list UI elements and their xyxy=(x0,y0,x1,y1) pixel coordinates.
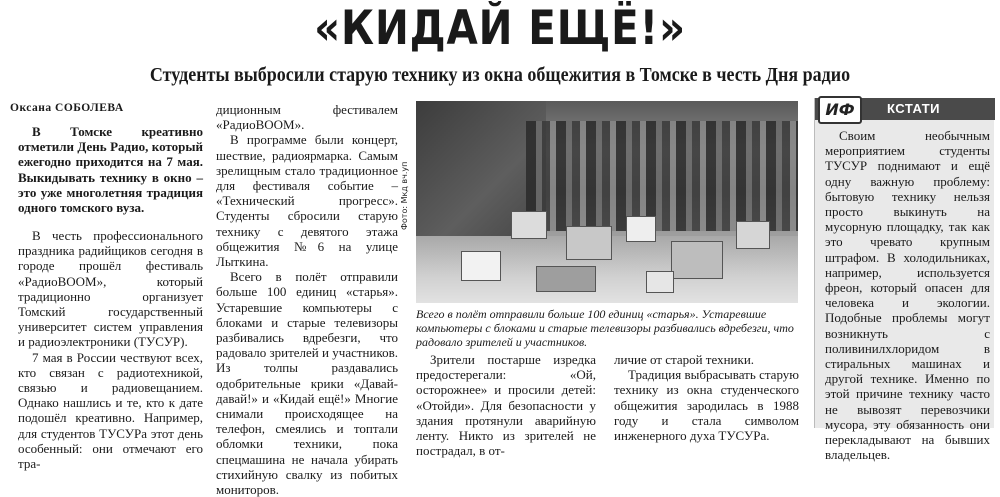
article-column-2 xyxy=(216,102,398,497)
paragraph: диционным фестивалем «РадиоBOOM». xyxy=(216,102,398,133)
subheadline: Студенты выбросили старую технику из окна общежития в Томске в честь Дня радио xyxy=(149,64,851,86)
paragraph: В программе были концерт, шествие, радиоярмарка. Самым зрелищным стало традиционное для фестиваля событие – «Технический прогресс». Студенты сбросили старую технику с девятого этажа общежития №6 на улице Лыткина. xyxy=(216,132,398,270)
paragraph: Всего в полёт отправили больше 100 единиц «старья». Устаревшие компьютеры с блоками и старые телевизоры разбивались вдребезги, что радовало зрителей и участников. Из толпы раздавались одобрительные крики «Давай-давай!» и «Кидай ещё!» Многие снимали происходящее на телефон, смеялись и топтали обломки техники, пока спецмашина не начала убирать стихийную свалку из побитых мониторов. xyxy=(216,269,398,497)
photo-debris xyxy=(671,241,723,279)
article-column-1 xyxy=(18,228,203,471)
photo-caption: Всего в полёт отправили больше 100 единиц «старья». Устаревшие компьютеры с блоками и старые телевизоры разбивались вдребезги, что радовало зрителей и участников. xyxy=(416,307,794,349)
photo-debris xyxy=(646,271,674,293)
photo-debris xyxy=(626,216,656,242)
sidebar-title: КСТАТИ xyxy=(815,98,995,120)
photo-debris xyxy=(536,266,596,292)
paragraph: В честь профессионального праздника радийщиков сегодня в городе прошёл фестиваль «РадиоBOOM», который традиционно организует Томский государственный университет систем управления и радиоэлектроники (ТУСУР). xyxy=(18,228,203,350)
photo-debris xyxy=(566,226,612,260)
paragraph: личие от старой техники. xyxy=(614,352,755,367)
sidebar-text: Своим необычным мероприятием студенты ТУСУР поднимают и ещё одну важную проблему: бытовую технику нельзя просто выкинуть на мусорную площадку, так как это чревато крупным штрафом. В холодильниках, например, используется фреон, который опасен для человека и экологии. Подобные проблемы могут возникнуть с поливинилхлоридом в стиральных машинах и другой технике. Именно по этой причине технику часто не вывозят перевозчики мусора, эту обязанность они перекладывают на бывших владельцев. xyxy=(825,128,990,463)
paragraph: Традиция выбрасывать старую технику из окна студенческого общежития зародилась в 1988 году и стала символом инженерного духа ТУСУРа. xyxy=(614,367,799,444)
photo-debris xyxy=(511,211,547,239)
article-photo xyxy=(416,101,798,303)
byline: Оксана СОБОЛЕВА xyxy=(10,102,124,114)
headline: «КИДАЙ ЕЩЁ!» xyxy=(314,1,686,56)
lead-paragraph xyxy=(18,124,203,215)
sidebar-box xyxy=(814,98,994,463)
photo-debris xyxy=(461,251,501,281)
article-column-4 xyxy=(614,352,799,443)
paragraph: 7 мая в России чествуют всех, кто связан с радиотехникой, связью и радиовещанием. Однако нашлись и те, кто к дате подошёл креативно. Например, для студентов ТУСУРа этот день особенный: они отмечают его тра- xyxy=(18,349,203,472)
lead-text: В Томске креативно отметили День Радио, который ежегодно приходится на 7 мая. Выкидывать технику в окно – это уже многолетняя традиция одного томского вуза. xyxy=(18,124,203,216)
sidebar-body xyxy=(825,128,990,462)
photo-debris xyxy=(736,221,770,249)
publication-logo: ИФ xyxy=(818,96,862,124)
photo-credit: Фото: Мкд вч.уп xyxy=(400,161,409,230)
paragraph: Зрители постарше изредка предостерегали: «Ой, осторожнее» и просили детей: «Отойди». Для безопасности у здания протянули аварийную ленту. Никто из зрителей не пострадал, в от- xyxy=(416,352,596,459)
photo-crowd xyxy=(526,121,798,231)
article-column-3 xyxy=(416,352,596,458)
